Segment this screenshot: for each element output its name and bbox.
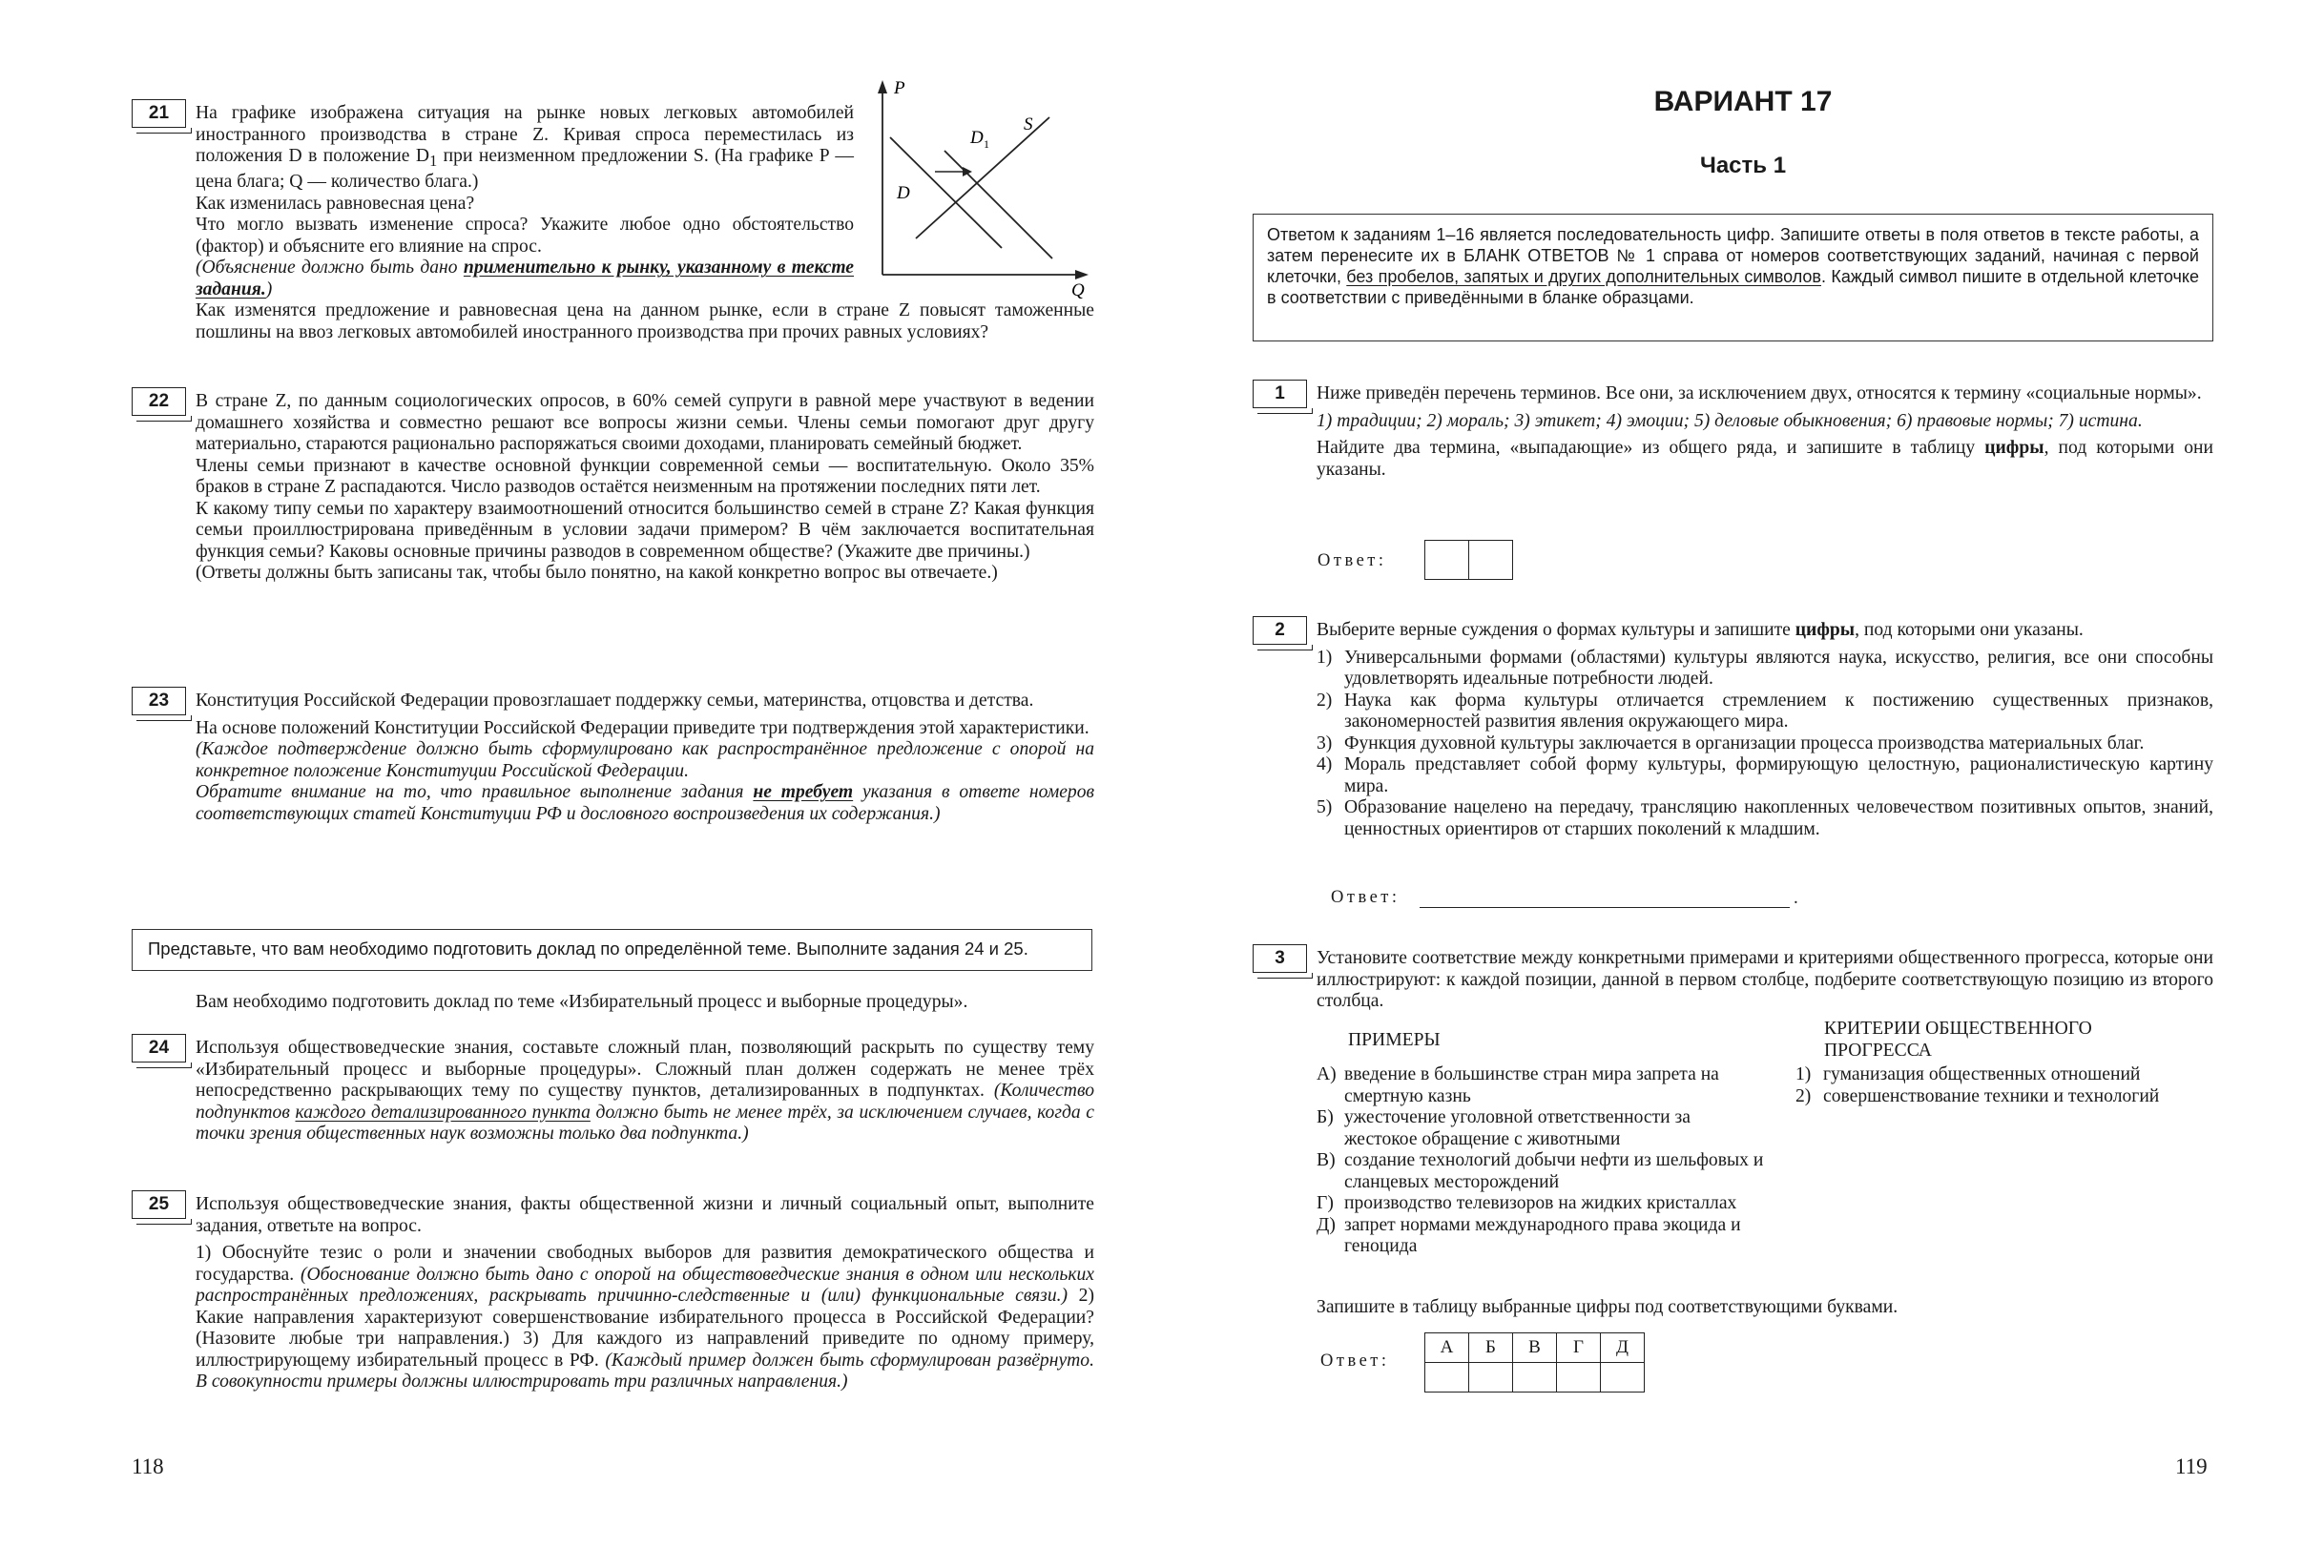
task-2-answer-line[interactable] <box>1420 907 1790 908</box>
task-3-footer: Запишите в таблицу выбранные цифры под соответствующими буквами. <box>1317 1297 1899 1317</box>
statement-key: 4) <box>1317 754 1333 774</box>
statement-key: 5) <box>1317 797 1333 817</box>
task-3-example <box>1317 1193 1765 1215</box>
task-2-statement <box>1317 648 2213 691</box>
shift-arrow-head <box>963 167 972 176</box>
instruction-box <box>1253 214 2213 341</box>
task-1-body <box>1317 383 2213 481</box>
task-21-note-start: (Объяснение должно быть дано <box>196 258 464 279</box>
statement-text: Образование нацелено на передачу, трансляцию накопленных человечеством позитивных опытов, знаний, ценностных ориентиров от старших поколений к младшим. <box>1344 797 2213 839</box>
curve-d1-sub: 1 <box>984 137 989 151</box>
task-21-text-1-sub: 1 <box>429 151 438 170</box>
task-1-question-bold: цифры <box>1984 438 2044 458</box>
task-1-answer-cell-2[interactable] <box>1468 540 1513 580</box>
task-22-paragraph-3: К какому типу семьи по характеру взаимоотношений относится большинство семей в стране Z? Какая функция семьи проиллюстрирована приведённым в условии задачи примером? В чём заключается воспитательная функция семьи? Каковы основные причины разводов в современном обществе? (Укажите две причины.) <box>196 498 1094 562</box>
task-23-p4-end: указания в ответе номеров соответствующих статей Конституции РФ и дословного воспроизведения их содержания.) <box>196 782 1094 824</box>
task-2-body <box>1317 620 2213 840</box>
task-3-text: Установите соответствие между конкретными примерами и критериями общественного прогресса, которые они иллюстрируют: к каждой позиции, данной в первом столбце, подберите соответствующую позицию из второго столбца. <box>1317 948 2213 1011</box>
task-3-table-header: В <box>1512 1332 1557 1363</box>
task-21-intro <box>196 103 854 300</box>
task-23-p4-start: Обратите внимание на то, что правильное выполнение задания <box>196 782 754 802</box>
example-text: производство телевизоров на жидких кристаллах <box>1344 1193 1737 1213</box>
report-topic: Вам необходимо подготовить доклад по теме «Избирательный процесс и выборные процедуры». <box>196 992 968 1012</box>
supply-demand-graph <box>863 74 1092 299</box>
task-22-number: 22 <box>132 387 186 416</box>
left-page-number: 118 <box>132 1455 164 1478</box>
task-21-note <box>196 258 854 300</box>
task-1-text: Ниже приведён перечень терминов. Все они, за исключением двух, относятся к термину «социальные нормы». <box>1317 383 2202 403</box>
task-2-statement <box>1317 691 2213 733</box>
task-3-col1-header: ПРИМЕРЫ <box>1348 1030 1441 1050</box>
right-page <box>1162 0 2324 1568</box>
task-3-answer-cell[interactable] <box>1556 1362 1601 1393</box>
y-axis-label: P <box>894 78 905 98</box>
task-3-answer-cell[interactable] <box>1600 1362 1645 1393</box>
task-21-text-1: На графике изображена ситуация на рынке новых легковых автомобилей иностранного производства в стране Z. Кривая спроса переместилась из положения D в положение D <box>196 103 854 166</box>
x-axis-label: Q <box>1071 280 1085 299</box>
y-axis-arrow <box>878 80 887 93</box>
task-21-note-end: ) <box>265 279 273 299</box>
criterion-text: гуманизация общественных отношений <box>1823 1064 2141 1084</box>
task-3-examples <box>1317 1064 1765 1258</box>
task-3-example <box>1317 1107 1765 1150</box>
task-22-paragraph-2: Члены семьи признают в качестве основной функции современной семьи — воспитательную. Около 35% браков в стране Z распадаются. Число разводов остаётся неизменным на протяжении последних пяти лет. <box>196 455 1094 497</box>
task-25-number: 25 <box>132 1190 186 1219</box>
task-3-table-header: Г <box>1556 1332 1601 1363</box>
task-21-note-bold: применительно к рынку, указанному в тексте задания. <box>196 258 855 299</box>
task-1-list: 1) традиции; 2) мораль; 3) этикет; 4) эмоции; 5) деловые обыкновения; 6) правовые нормы; 7) истина. <box>1317 410 2143 431</box>
task-23-paragraph-3: (Каждое подтверждение должно быть сформулировано как распространённое предложение с опорой на конкретное положение Конституции Российской Федерации. <box>196 739 1094 781</box>
instruction-end: . Каждый символ пишите в отдельной клеточке в соответствии с приведёнными в бланке образцами. <box>1267 267 2199 307</box>
task-22-body <box>196 391 1094 585</box>
task-2-number: 2 <box>1253 616 1307 645</box>
example-text: запрет нормами международного права экоцида и геноцида <box>1344 1214 1741 1256</box>
example-text: создание технологий добычи нефти из шельфовых и сланцевых месторождений <box>1344 1150 1764 1192</box>
instruction-text: Ответом к заданиям 1–16 является последовательность цифр. Запишите ответы в поля ответов в тексте работы, а затем перенесите их в БЛАНК ОТВЕТОВ № 1 справа от номеров соответствующих заданий, начиная с первой клеточки, <box>1267 225 2199 286</box>
task-3-answer-label: Ответ: <box>1320 1351 1390 1371</box>
task-2-answer-period: . <box>1794 888 1798 908</box>
task-1-answer-label: Ответ: <box>1318 551 1387 570</box>
statement-key: 3) <box>1317 732 1333 753</box>
example-text: введение в большинстве стран мира запрета на смертную казнь <box>1344 1064 1719 1106</box>
task-3-table-header: А <box>1424 1332 1469 1363</box>
task-23-paragraph-4 <box>196 782 1094 825</box>
instruction-underlined: без пробелов, запятых и других дополнительных символов <box>1346 267 1821 286</box>
task-23-body <box>196 691 1094 825</box>
task-2-statement <box>1317 733 2213 755</box>
statement-text: Наука как форма культуры отличается стремлением к постижению существенных признаков, закономерностей развития явления окружающего мира. <box>1344 690 2213 732</box>
task-25-part-2-note: (Каждый пример должен быть сформулирован развёрнуто. В совокупности примеры должны иллюстрировать три различных направления.) <box>196 1350 1094 1392</box>
task-3-criteria <box>1795 1064 2215 1107</box>
task-23-p4-bold: не требует <box>753 782 854 802</box>
task-24-note-1: (Количество подпунктов <box>196 1081 1094 1123</box>
example-key: В) <box>1317 1150 1336 1170</box>
task-3-example <box>1317 1150 1765 1193</box>
task-25-part-1-note: (Обоснование должно быть дано с опорой на обществоведческие знания в одном или нескольких распространённых предложениях, раскрывать причинно-следственные и (или) функциональные связи.) <box>196 1264 1094 1306</box>
task-3-criterion <box>1795 1086 2215 1108</box>
task-2-text-end: , под которыми они указаны. <box>1855 620 2084 640</box>
task-21-question-1: Как изменилась равновесная цена? <box>196 193 475 214</box>
statement-text: Мораль представляет собой форму культуры, формирующую целостную, рационалистическую картину мира. <box>1344 754 2213 796</box>
task-24-number: 24 <box>132 1034 186 1063</box>
task-21-question-3: Как изменятся предложение и равновесная цена на данном рынке, если в стране Z повысят таможенные пошлины на ввоз легковых автомобилей иностранного производства при прочих равных условиях? <box>196 300 1094 342</box>
task-3-examples-list <box>1317 1064 1765 1258</box>
curve-s-label: S <box>1024 114 1033 134</box>
task-22-paragraph-4: (Ответы должны быть записаны так, чтобы было понятно, на какой конкретно вопрос вы отвечаете.) <box>196 563 998 583</box>
task-3-answer-cell[interactable] <box>1424 1362 1469 1393</box>
task-24-body <box>196 1038 1094 1145</box>
task-23-paragraph-1: Конституция Российской Федерации провозглашает поддержку семьи, материнства, отцовства и детства. <box>196 691 1034 711</box>
task-3-example <box>1317 1215 1765 1258</box>
curve-d1-label: D <box>970 128 984 148</box>
example-key: Д) <box>1317 1214 1336 1235</box>
task-24-text: Используя обществоведческие знания, составьте сложный план, позволяющий раскрыть по существу тему «Избирательный процесс и выборные процедуры». Сложный план должен содержать не менее трёх непосредственно раскрывающих тему по существу пунктов, детализированных в подпунктах. <box>196 1038 1094 1101</box>
statement-text: Функция духовной культуры заключается в организации процесса производства материальных благ. <box>1344 732 2145 753</box>
task-2-text: Выберите верные суждения о формах культуры и запишите <box>1317 620 1795 640</box>
task-3-criterion <box>1795 1064 2215 1086</box>
task-3-example <box>1317 1064 1765 1107</box>
example-key: Б) <box>1317 1107 1334 1127</box>
task-23-number: 23 <box>132 687 186 715</box>
statement-text: Универсальными формами (областями) культуры являются наука, искусство, религия, все они способны удовлетворять идеальные потребности людей. <box>1344 647 2213 689</box>
example-key: Г) <box>1317 1193 1334 1213</box>
x-axis-arrow <box>1075 270 1089 279</box>
task-3-col2-header: КРИТЕРИИ ОБЩЕСТВЕННОГО ПРОГРЕССА <box>1824 1019 2092 1061</box>
task-25-body <box>196 1194 1094 1393</box>
statement-key: 2) <box>1317 690 1333 711</box>
task-21-number: 21 <box>132 99 186 128</box>
variant-title: ВАРИАНТ 17 <box>1653 86 1833 117</box>
statement-key: 1) <box>1317 647 1333 668</box>
task-2-text-bold: цифры <box>1795 620 1856 640</box>
task-3-criteria-list <box>1795 1064 2215 1107</box>
task-3-number: 3 <box>1253 944 1307 973</box>
task-21-text-1-end: при неизменном предложении S. (На графике P — цена блага; Q — количество блага.) <box>196 146 854 193</box>
task-1-number: 1 <box>1253 380 1307 408</box>
task-22-paragraph-1: В стране Z, по данным социологических опросов, в 60% семей супруги в равной мере участвуют в ведении домашнего хозяйства и совместно решают все вопросы жизни семьи. Члены семьи помогают друг другу материально, стараются рационально распоряжаться своими доходами, планировать семейный бюджет. <box>196 391 1094 454</box>
example-key: А) <box>1317 1064 1337 1084</box>
task-25-part-2: 2) Какие направления характеризуют совершенствование избирательного процесса в Российской Федерации? (Назовите любые три направления.) 3) Для каждого из направлений приведите по одному примеру, иллюстрирующему избирательный процесс в РФ. <box>196 1286 1094 1371</box>
task-2-statements <box>1317 648 2213 841</box>
right-page-number: 119 <box>2175 1455 2208 1478</box>
criterion-key: 2) <box>1795 1085 1812 1106</box>
task-3-answer-cell[interactable] <box>1468 1362 1513 1393</box>
task-2-statement <box>1317 797 2213 840</box>
criterion-text: совершенствование техники и технологий <box>1823 1085 2160 1106</box>
task-25-part-1: 1) Обоснуйте тезис о роли и значении свободных выборов для развития демократического общества и государства. <box>196 1243 1094 1285</box>
criterion-key: 1) <box>1795 1064 1812 1084</box>
curve-d-label: D <box>897 183 910 203</box>
task-1-answer-cell-1[interactable] <box>1424 540 1469 580</box>
part-title: Часть 1 <box>1699 153 1787 178</box>
task-21-question-2: Что могло вызвать изменение спроса? Укажите любое одно обстоятельство (фактор) и объясните его влияние на спрос. <box>196 215 854 257</box>
task-3-table-header: Д <box>1600 1332 1645 1363</box>
task-3-answer-cell[interactable] <box>1512 1362 1557 1393</box>
task-1-question: Найдите два термина, «выпадающие» из общего ряда, и запишите в таблицу <box>1317 438 1985 458</box>
task-23-paragraph-2: На основе положений Конституции Российской Федерации приведите три подтверждения этой характеристики. <box>196 717 1089 738</box>
task-24-note-2: должно быть не менее трёх, за исключением случаев, когда с точки зрения общественных наук возможны только два подпункта.) <box>196 1102 1095 1144</box>
task-1-question-end: , под которыми они указаны. <box>1317 438 2214 480</box>
task-25-paragraph-1: Используя обществоведческие знания, факты общественной жизни и личный социальный опыт, выполните задания, ответьте на вопрос. <box>196 1194 1094 1236</box>
demand-curve-d1 <box>944 151 1052 258</box>
task-24-note-underlined: каждого детализированного пункта <box>295 1102 591 1123</box>
task-2-answer-label: Ответ: <box>1331 888 1401 907</box>
task-3-table-header: Б <box>1468 1332 1513 1363</box>
task-2-statement <box>1317 754 2213 797</box>
example-text: ужесточение уголовной ответственности за жестокое обращение с животными <box>1344 1107 1691 1149</box>
intro-box: Представьте, что вам необходимо подготовить доклад по определённой теме. Выполните задания 24 и 25. <box>132 929 1092 971</box>
